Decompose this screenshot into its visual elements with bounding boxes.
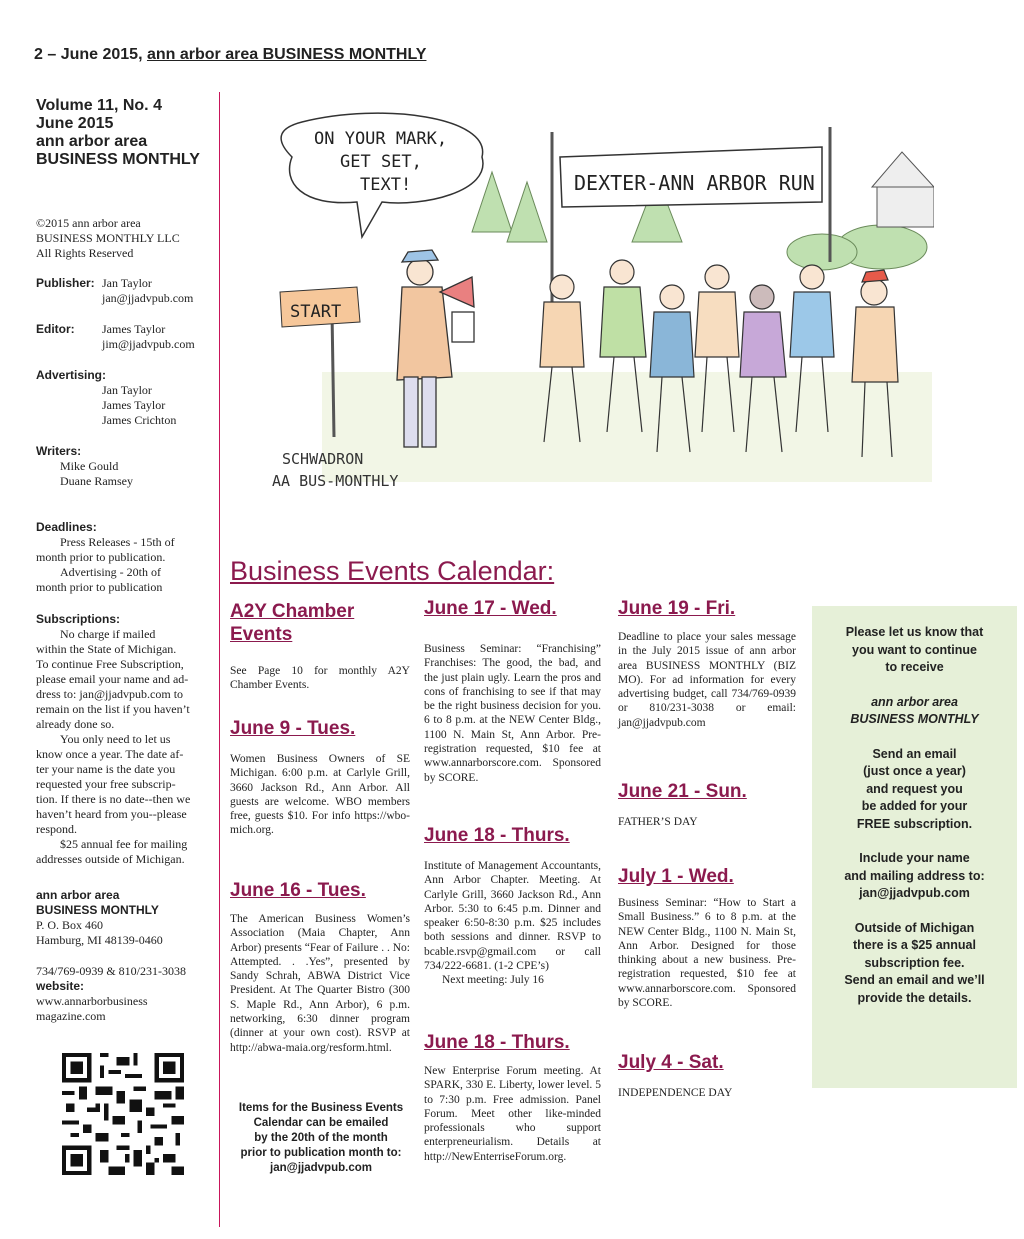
contact-block [36, 964, 186, 1024]
editor-block [36, 322, 75, 337]
box-line: provide the details. [857, 990, 972, 1005]
subscription-line: remain on the list if you haven’t [36, 702, 190, 716]
advertising-block [36, 368, 176, 428]
subscription-line: tion. If there is no date--then we [36, 792, 191, 806]
column-divider [219, 92, 220, 1227]
mailing-address [36, 888, 163, 948]
event-heading: June 17 - Wed. [424, 598, 557, 619]
box-line: Outside of Michigan [854, 920, 975, 935]
subscription-line: requested your free subscrip- [36, 777, 176, 791]
subscription-line: know once a year. The date af- [36, 747, 184, 761]
subscription-line: haven’t heard from you--please [36, 807, 187, 821]
calendar-event [424, 1032, 601, 1164]
box-line: Send an email [872, 746, 957, 761]
box-line: there is a $25 annual [853, 938, 976, 952]
box-line: be added for your [861, 799, 968, 813]
event-body: New Enterprise Forum meeting. At SPARK, 330 E. Liberty, lower level. 5 to 7:30 p.m. Free admission. Panel Forum. Meet other like-minded professionals who support enterpreneurialism. Details at http://NewEnterriseForum.org. [424, 1065, 601, 1163]
masthead-title [36, 97, 200, 169]
deadline-line: month prior to publication. [36, 550, 166, 564]
event-heading: July 4 - Sat. [618, 1052, 724, 1073]
publisher-email[interactable]: jan@jjadvpub.com [102, 291, 194, 305]
subscription-line: $25 annual fee for mailing [60, 837, 188, 851]
writer-name: Duane Ramsey [60, 474, 133, 488]
masthead-name-1: ann arbor area [36, 133, 148, 150]
event-heading: July 1 - Wed. [618, 866, 734, 887]
calendar-event [618, 781, 796, 829]
masthead-name-2: BUSINESS MONTHLY [36, 151, 200, 168]
subscription-line: You only need to let us [60, 732, 171, 746]
website-link[interactable]: www.annarborbusiness [36, 994, 148, 1008]
event-heading: June 19 - Fri. [618, 598, 736, 619]
calendar-event [618, 598, 796, 730]
copyright-line: BUSINESS MONTHLY LLC [36, 231, 180, 245]
speech-line-2: GET SET, [340, 152, 422, 172]
box-line: Include your name [859, 851, 970, 865]
box-line: ann arbor area [871, 694, 958, 709]
box-line: and request you [866, 781, 963, 796]
calendar-event [424, 825, 601, 988]
deadlines-label: Deadlines: [36, 520, 97, 534]
calendar-event [618, 866, 796, 1010]
box-line: FREE subscription. [856, 816, 973, 831]
subscriptions-label: Subscriptions: [36, 612, 121, 626]
note-line: Calendar can be emailed [253, 1117, 389, 1129]
copyright-line: ©2015 ann arbor area [36, 216, 141, 230]
event-body: The American Business Women’s Association (Maia Chapter, Ann Arbor) presents “Fear of Failure . . No: Attempted. . .Yes”, presented by Sandy Schrah, ABWA District Vice President. At The Quarter Bistro (300 S. Maple Rd., Ann Arbor), 6 p.m. networking, 6:30 dinner program (dinner at your own cost). RSVP at http://abwa-maia.org/resform.html. [230, 913, 410, 1054]
website-link[interactable]: magazine.com [36, 1009, 106, 1023]
box-line: Send an email and we’ll [844, 973, 985, 987]
advertising-name: Jan Taylor [102, 383, 152, 397]
address-line: Hamburg, MI 48139-0460 [36, 933, 163, 947]
deadline-line: Press Releases - 15th of [60, 535, 175, 549]
advertising-label: Advertising: [36, 368, 107, 382]
editor-email[interactable]: jim@jjadvpub.com [102, 337, 195, 351]
signature-line-2: AA BUS-MONTHLY [272, 472, 399, 490]
copyright [36, 216, 180, 261]
calendar-event [424, 598, 601, 785]
box-line: and mailing address to: [844, 868, 985, 883]
volume-line: Volume 11, No. 4 [36, 97, 162, 114]
box-line: subscription fee. [864, 955, 965, 970]
event-heading: June 18 - Thurs. [424, 1032, 570, 1053]
event-heading: A2Y Chamber Events [230, 601, 355, 645]
event-heading: June 9 - Tues. [230, 718, 356, 739]
calendar-submission-note [228, 1101, 414, 1176]
box-line: BUSINESS MONTHLY [850, 712, 979, 726]
writers-label: Writers: [36, 444, 82, 458]
event-body: FATHER’S DAY [618, 816, 698, 828]
subscription-line: respond. [36, 822, 77, 836]
writers-block [36, 444, 133, 489]
speech-line-1: ON YOUR MARK, [314, 129, 448, 149]
event-body: See Page 10 for monthly A2Y Chamber Events. [230, 665, 410, 692]
box-line: to receive [885, 660, 944, 674]
deadlines-block [36, 520, 216, 595]
publisher-label: Publisher: [36, 276, 95, 290]
box-line: Please let us know that [845, 625, 984, 639]
box-email[interactable]: jan@jjadvpub.com [859, 886, 970, 900]
event-heading: June 16 - Tues. [230, 880, 366, 901]
event-body: INDEPENDENCE DAY [618, 1087, 733, 1099]
calendar-event [618, 1052, 796, 1100]
address-name: BUSINESS MONTHLY [36, 903, 159, 917]
calendar-title: Business Events Calendar: [230, 556, 555, 586]
event-heading: June 21 - Sun. [618, 781, 747, 802]
advertising-name: James Taylor [102, 398, 166, 412]
box-line: (just once a year) [863, 764, 966, 778]
event-body: Deadline to place your sales message in the July 2015 issue of ann arbor area BUSINESS MONTHLY (BIZ MO). For ad information for every advertising budget, call 734/769-0939 or 810/231-3038 or email: jan@jjadvpub.com [618, 631, 796, 729]
advertising-name: James Crichton [102, 413, 177, 427]
publisher-info [102, 276, 193, 306]
editor-info [102, 322, 195, 352]
editor-name: James Taylor [102, 322, 166, 336]
box-line: you want to continue [852, 642, 977, 657]
event-body: Business Seminar: “How to Start a Small Business.” 6 to 8 p.m. at the NEW Center Bldg., 1100 N. Main St, Ann Arbor. Designed for those thinking about a new business. Pre-registration requested, $10 fee at www.annarborscore.com. Sponsored by SCORE. [618, 897, 796, 1010]
cartoon-illustration [262, 112, 934, 502]
calendar-column-1 [230, 600, 410, 693]
note-line: by the 20th of the month [254, 1132, 388, 1144]
copyright-line: All Rights Reserved [36, 246, 134, 260]
note-line: prior to publication month to: [240, 1147, 402, 1159]
page-prefix: 2 – June 2015, [34, 46, 147, 63]
subscription-line: within the State of Michigan. [36, 642, 177, 656]
event-body: Women Business Owners of SE Michigan. 6:00 p.m. at Carlyle Grill, 3660 Jackson Rd., Ann Arbor. All guests are welcome. WBO members free, guests $10. For info https://wbo-mich.org. [230, 753, 410, 837]
calendar-event [230, 718, 410, 838]
issue-date: June 2015 [36, 115, 114, 132]
phone-numbers: 734/769-0939 & 810/231-3038 [36, 964, 186, 978]
subscriptions-block [36, 612, 214, 867]
subscription-line: ter your name is the date you [36, 762, 176, 776]
start-sign-text: START [290, 302, 342, 322]
note-line: Items for the Business Events [238, 1102, 404, 1114]
subscription-line: addresses outside of Michigan. [36, 852, 185, 866]
speech-line-3: TEXT! [360, 175, 412, 195]
event-extra: Next meeting: July 16 [442, 974, 544, 987]
publisher-name: Jan Taylor [102, 276, 152, 290]
event-heading: June 18 - Thurs. [424, 825, 570, 846]
subscription-line: already done so. [36, 717, 115, 731]
calendar-event [230, 880, 410, 1055]
address-line: P. O. Box 460 [36, 918, 104, 932]
writer-name: Mike Gould [60, 459, 119, 473]
subscribe-box [812, 606, 1017, 1088]
banner-text: DEXTER-ANN ARBOR RUN [574, 171, 815, 195]
subscription-line: please email your name and ad- [36, 672, 189, 686]
deadline-line: Advertising - 20th of [60, 565, 161, 579]
event-body: Institute of Management Accountants, Ann Arbor Chapter. Meeting. At Carlyle Grill, 3660 Jackson Rd., Ann Arbor. 5:30 to 6:45 p.m. Dinner and speaker 6:50-8:30 p.m. $25 includes both sessions and dinner. RSVP to bcable.rsvp@gmail.com or call 734/222-6681. (1-2 CPE’s) [424, 860, 601, 973]
note-email[interactable]: jan@jjadvpub.com [270, 1162, 372, 1174]
subscription-line: To continue Free Subscription, [36, 657, 184, 671]
website-label: website: [36, 979, 85, 993]
publication-name: ann arbor area BUSINESS MONTHLY [146, 46, 427, 63]
address-name: ann arbor area [36, 888, 120, 902]
subscription-line: No charge if mailed [60, 627, 156, 641]
qr-code[interactable] [62, 1053, 184, 1175]
subscription-line: dress to: jan@jjadvpub.com to [36, 687, 184, 701]
signature-line-1: SCHWADRON [282, 450, 364, 468]
event-body: Business Seminar: “Franchising” Franchises: The good, the bad, and the just plain ugly. Learn the pros and cons of franchising to see if that may be the right business decision for you. 6 to 8 p.m. at the NEW Center Bldg., 1100 N. Main St, Ann Arbor. Pre-registration requested, $10 fee at www.annarborscore.com. Sponsored by SCORE. [424, 643, 601, 784]
page-header [34, 46, 426, 64]
publisher-block [36, 276, 95, 291]
editor-label: Editor: [36, 322, 75, 336]
deadline-line: month prior to publication [36, 580, 163, 594]
